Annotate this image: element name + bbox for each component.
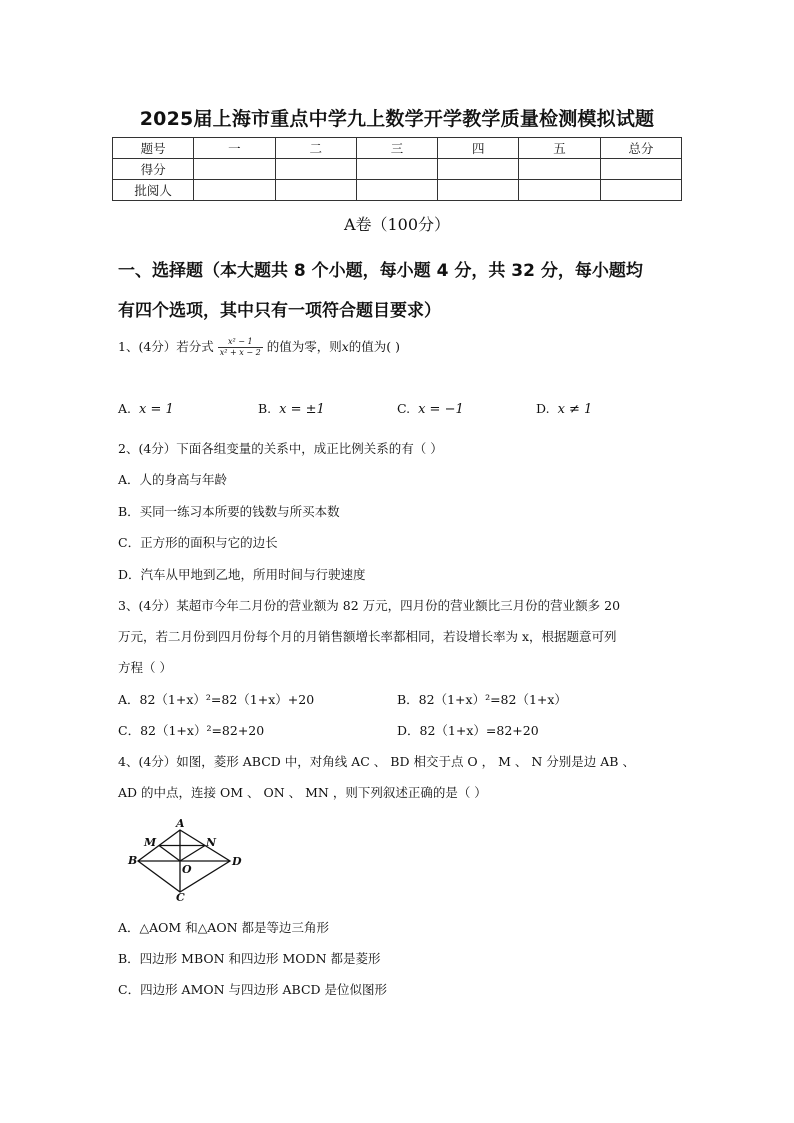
option-label: A. [118,401,132,416]
score-table-cell: 五 [519,138,600,159]
question-4-option-a[interactable]: A．△AOM 和△AON 都是等边三角形 [118,920,329,935]
section-heading-line1: 一、选择题（本大题共 8 个小题，每小题 4 分，共 32 分，每小题均 [118,261,643,281]
question-3-option-c[interactable]: C．82（1+x）²=82+20 [118,723,265,738]
score-table-cell: 一 [194,138,275,159]
score-table-row [113,159,682,180]
option-label: B. [258,401,272,416]
question-1-stem [118,337,400,358]
question-2-option-c[interactable]: C．正方形的面积与它的边长 [118,535,278,550]
score-table-cell [519,180,600,201]
score-table-cell: 题号 [113,138,194,159]
score-table-cell [275,180,356,201]
question-2-stem: 2、(4分）下面各组变量的关系中，成正比例关系的有（ ） [118,441,443,456]
question-3-option-a[interactable]: A．82（1+x）²=82（1+x）+20 [118,692,315,707]
question-1-option-c[interactable] [397,401,464,417]
option-value: x ≠ 1 [557,402,593,417]
question-4-option-b[interactable]: B．四边形 MBON 和四边形 MODN 都是菱形 [118,951,381,966]
question-3-line1: 3、(4分）某超市今年二月份的营业额为 82 万元，四月份的营业额比三月份的营业额多 20 [118,598,621,613]
question-1-option-b[interactable] [258,401,325,417]
score-table-cell [438,159,519,180]
label-m: M [144,836,157,849]
segment-om [159,846,180,862]
question-1-suffix: 的值为( ) [348,339,401,354]
score-table-cell [356,159,437,180]
section-subtitle: A卷（100分） [343,215,451,234]
fraction [218,337,263,358]
question-1-option-d[interactable] [536,401,592,417]
question-4-line2: AD 的中点，连接 OM 、 ON 、 MN ，则下列叙述正确的是（ ） [118,785,487,800]
score-table-cell [275,159,356,180]
option-label: D. [536,401,550,416]
label-c: C [176,891,185,902]
label-n: N [206,836,217,849]
label-d: D [232,855,242,868]
score-table-cell [438,180,519,201]
question-4-line1: 4、(4分）如图，菱形 ABCD 中，对角线 AC 、 BD 相交于点 O ， M 、 N 分别是边 AB 、 [118,754,635,769]
score-table-cell: 三 [356,138,437,159]
score-table-cell: 得分 [113,159,194,180]
score-table [112,137,682,201]
question-1-prefix: 1、(4分）若分式 [118,339,214,354]
score-table-cell: 四 [438,138,519,159]
score-table-cell [600,180,681,201]
section-heading-line2: 有四个选项，其中只有一项符合题目要求） [118,301,441,321]
score-table-cell: 总分 [600,138,681,159]
label-o: O [182,863,192,876]
score-table-cell [194,180,275,201]
label-b: B [128,854,138,867]
score-table-cell [194,159,275,180]
question-3-option-d[interactable]: D．82（1+x）=82+20 [397,723,539,738]
question-4-option-c[interactable]: C．四边形 AMON 与四边形 ABCD 是位似图形 [118,982,388,997]
question-3-line2: 万元，若二月份到四月份每个月的月销售额增长率都相同，若设增长率为 x，根据题意可列 [118,629,617,644]
score-table-header-row [113,138,682,159]
question-3-line3: 方程（ ） [118,660,172,675]
page-title: 2025届上海市重点中学九上数学开学教学质量检测模拟试题 [139,108,655,130]
score-table-cell [356,180,437,201]
question-2-option-a[interactable]: A．人的身高与年龄 [118,472,228,487]
question-1-variable: x [341,339,349,354]
option-value: x = −1 [418,402,464,417]
segment-on [180,846,205,862]
question-3-option-b[interactable]: B．82（1+x）²=82（1+x） [397,692,567,707]
score-table-cell: 批阅人 [113,180,194,201]
fraction-numerator: x² − 1 [218,337,263,348]
label-a: A [176,817,185,830]
score-table-cell [600,159,681,180]
question-1-mid: 的值为零，则 [266,339,342,354]
option-value: x = ±1 [279,402,325,417]
score-table-cell: 二 [275,138,356,159]
option-label: C. [397,401,411,416]
rhombus-figure [126,816,244,902]
question-2-option-b[interactable]: B．买同一练习本所要的钱数与所买本数 [118,504,340,519]
question-2-option-d[interactable]: D．汽车从甲地到乙地，所用时间与行驶速度 [118,567,366,582]
fraction-denominator: x² + x − 2 [219,348,261,357]
option-value: x = 1 [139,402,174,417]
score-table-row [113,180,682,201]
score-table-cell [519,159,600,180]
question-1-option-a[interactable] [118,401,174,417]
